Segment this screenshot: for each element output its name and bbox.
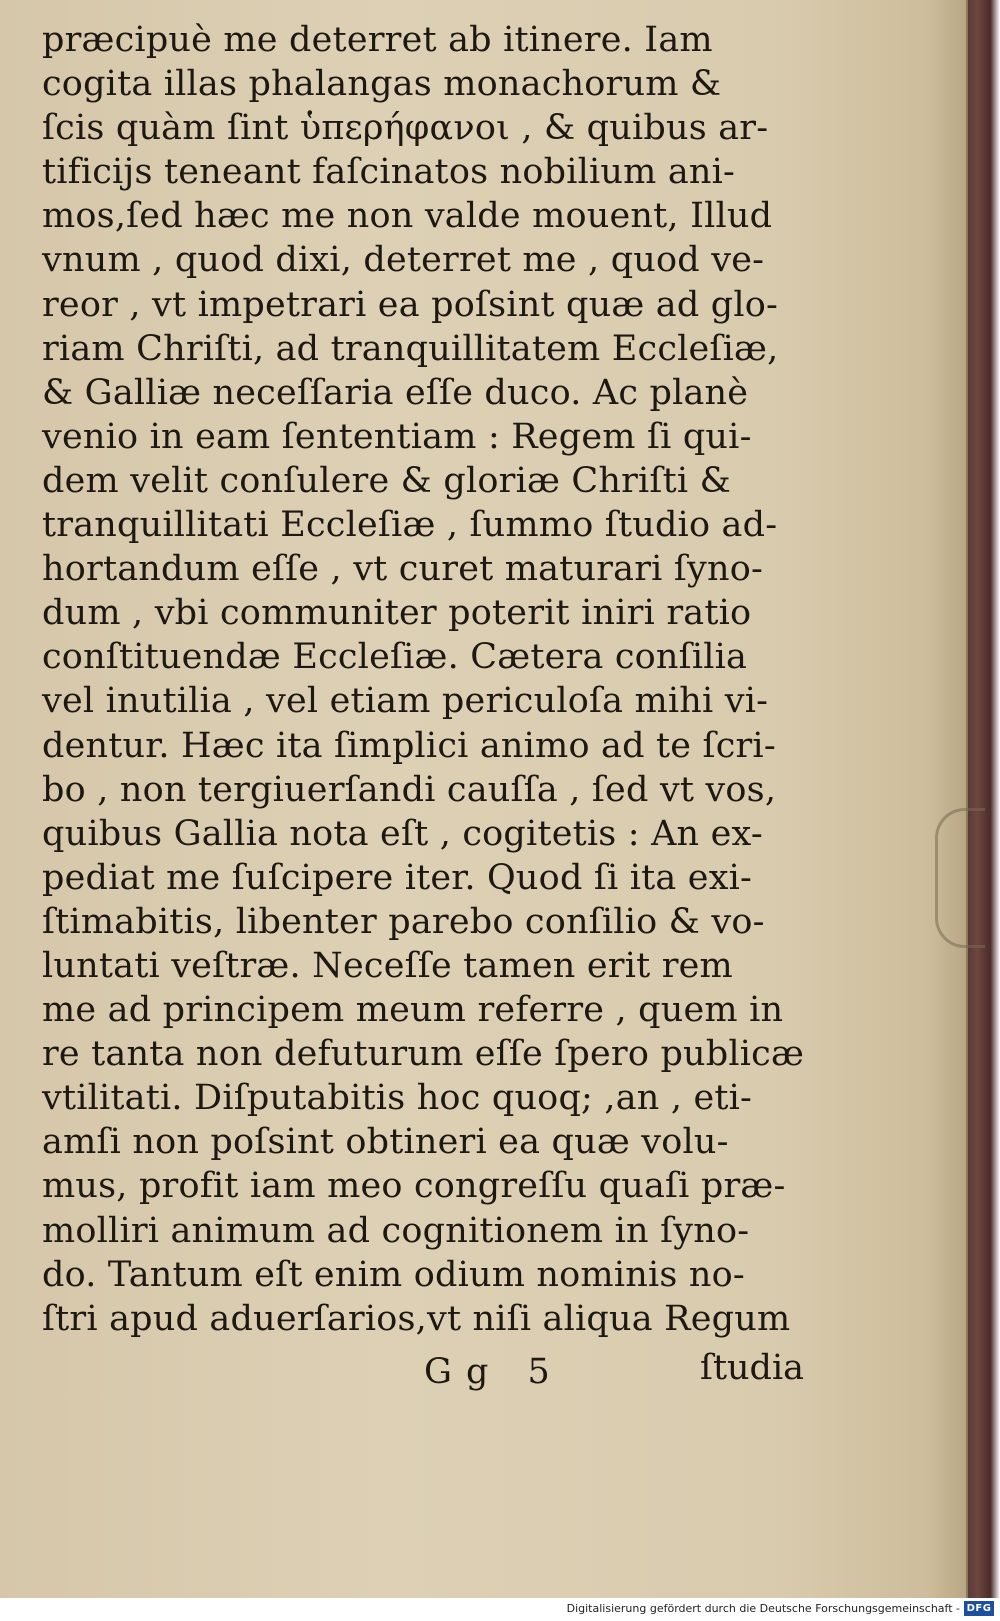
text-line: reor , vt impetrari ea poſsint quæ ad glo-	[42, 284, 779, 325]
text-line: dum , vbi communiter poterit iniri ratio	[42, 593, 752, 634]
text-line: tranquillitati Eccleſiæ , ſummo ſtudio ad-	[42, 505, 778, 546]
page-footer	[0, 1350, 968, 1394]
text-line: & Galliæ neceſſaria eſſe duco. Ac planè	[42, 372, 749, 413]
book-cover-edge	[968, 0, 1000, 1598]
text-line: vel inutilia , vel etiam periculoſa mihi vi-	[42, 681, 769, 722]
text-line: bo , non tergiuerſandi cauſſa , ſed vt vos,	[42, 769, 777, 810]
dfg-credit-text: Digitalisierung gefördert durch die Deutsche Forschungsgemeinschaft -	[566, 1602, 960, 1615]
text-line: hortandum eſſe , vt curet maturari ſyno-	[42, 549, 764, 590]
text-line: tificijs teneant faſcinatos nobilium ani-	[42, 152, 736, 193]
text-line: dentur. Hæc ita ſimplici animo ad te ſcri-	[42, 725, 776, 766]
text-line: mus, profit iam meo congreſſu quaſi præ-	[42, 1166, 786, 1207]
page-body-text	[42, 18, 822, 1341]
text-line: mos,ſed hæc me non valde mouent, Illud	[42, 196, 773, 237]
text-line: vnum , quod dixi, deterret me , quod ve-	[42, 240, 765, 281]
credit-bar	[0, 1598, 1000, 1621]
text-line: dem velit conſulere & gloriæ Chriſti &	[42, 460, 731, 501]
text-line: cogita illas phalangas monachorum &	[42, 64, 722, 105]
text-line: pediat me ſuſcipere iter. Quod ſi ita exi-	[42, 857, 753, 898]
text-line: vtilitati. Diſputabitis hoc quoq; ,an , eti-	[42, 1078, 753, 1119]
text-line: præcipuè me deterret ab itinere. Iam	[42, 20, 713, 60]
signature-mark: Gg 5	[424, 1352, 564, 1392]
text-line: ſtri apud aduerſarios,vt niſi aliqua Regum	[42, 1298, 791, 1339]
text-line: molliri animum ad cognitionem in ſyno-	[42, 1210, 750, 1251]
text-line: conſtituendæ Eccleſiæ. Cætera conſilia	[42, 637, 748, 678]
text-line: ſtimabitis, libenter parebo conſilio & vo-	[42, 901, 765, 942]
text-line: amſi non poſsint obtineri ea quæ volu-	[42, 1122, 729, 1163]
text-line: quibus Gallia nota eſt , cogitetis : An ex-	[42, 813, 763, 854]
catchword: ſtudia	[700, 1348, 805, 1388]
text-line: luntati veſtræ. Neceſſe tamen erit rem	[42, 945, 733, 986]
text-line: riam Chriſti, ad tranquillitatem Eccleſiæ,	[42, 328, 779, 369]
text-line: venio in eam ſententiam : Regem ſi qui-	[42, 416, 752, 457]
page-clasp-shadow	[935, 808, 985, 948]
text-line: me ad principem meum referre , quem in	[42, 990, 784, 1031]
text-line: ſcis quàm ſint ὑπερήφανοι , & quibus ar-	[42, 108, 769, 149]
dfg-logo-icon: DFG	[964, 1601, 994, 1616]
text-line: re tanta non defuturum eſſe ſpero publicæ	[42, 1034, 805, 1075]
text-line: do. Tantum eſt enim odium nominis no-	[42, 1254, 745, 1295]
